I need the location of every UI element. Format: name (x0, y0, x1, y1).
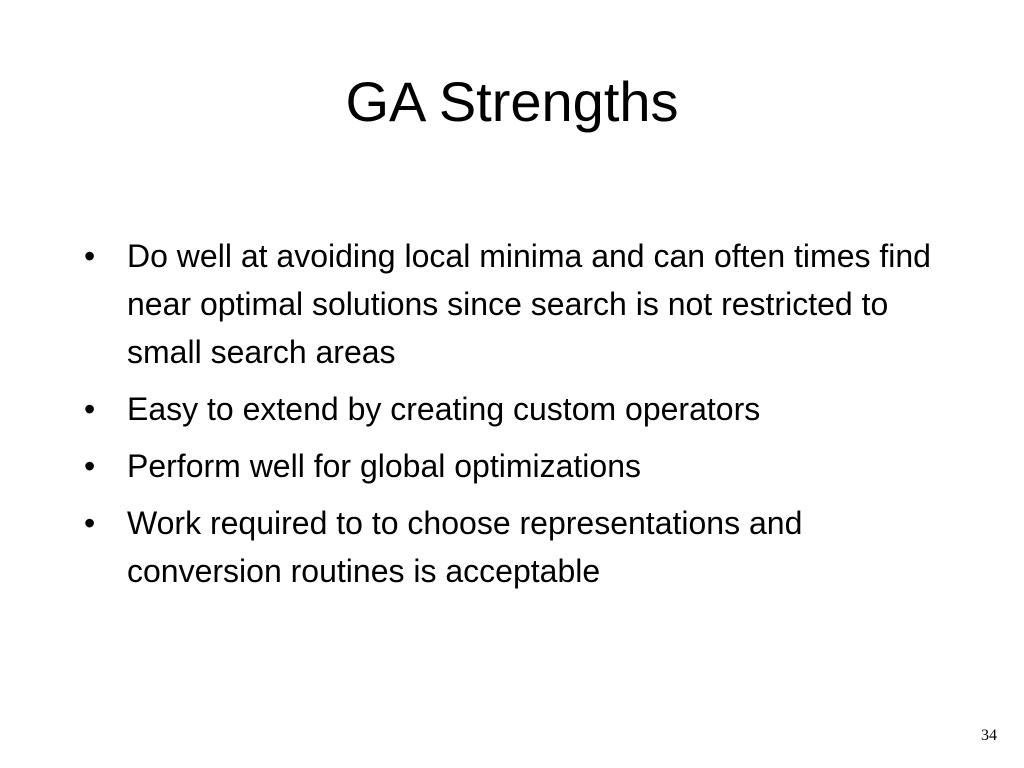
bullet-text: Easy to extend by creating custom operators (127, 391, 761, 427)
bullet-marker-icon: • (84, 505, 96, 541)
bullet-marker-icon: • (84, 448, 96, 484)
bullet-text: Perform well for global optimizations (127, 448, 641, 484)
bullet-item (84, 232, 964, 376)
bullet-item (84, 385, 964, 433)
bullet-item (84, 499, 964, 595)
bullet-marker-icon: • (84, 391, 96, 427)
page-number: 34 (981, 727, 997, 744)
bullet-text: Do well at avoiding local minima and can often times find near optimal solutions since search is not restricted to small search areas (127, 238, 931, 370)
bullet-item (84, 442, 964, 490)
bullet-marker-icon: • (84, 238, 96, 274)
bullet-list (84, 232, 964, 604)
bullet-text: Work required to to choose representations and conversion routines is acceptable (127, 505, 803, 589)
slide-title: GA Strengths (345, 70, 679, 133)
